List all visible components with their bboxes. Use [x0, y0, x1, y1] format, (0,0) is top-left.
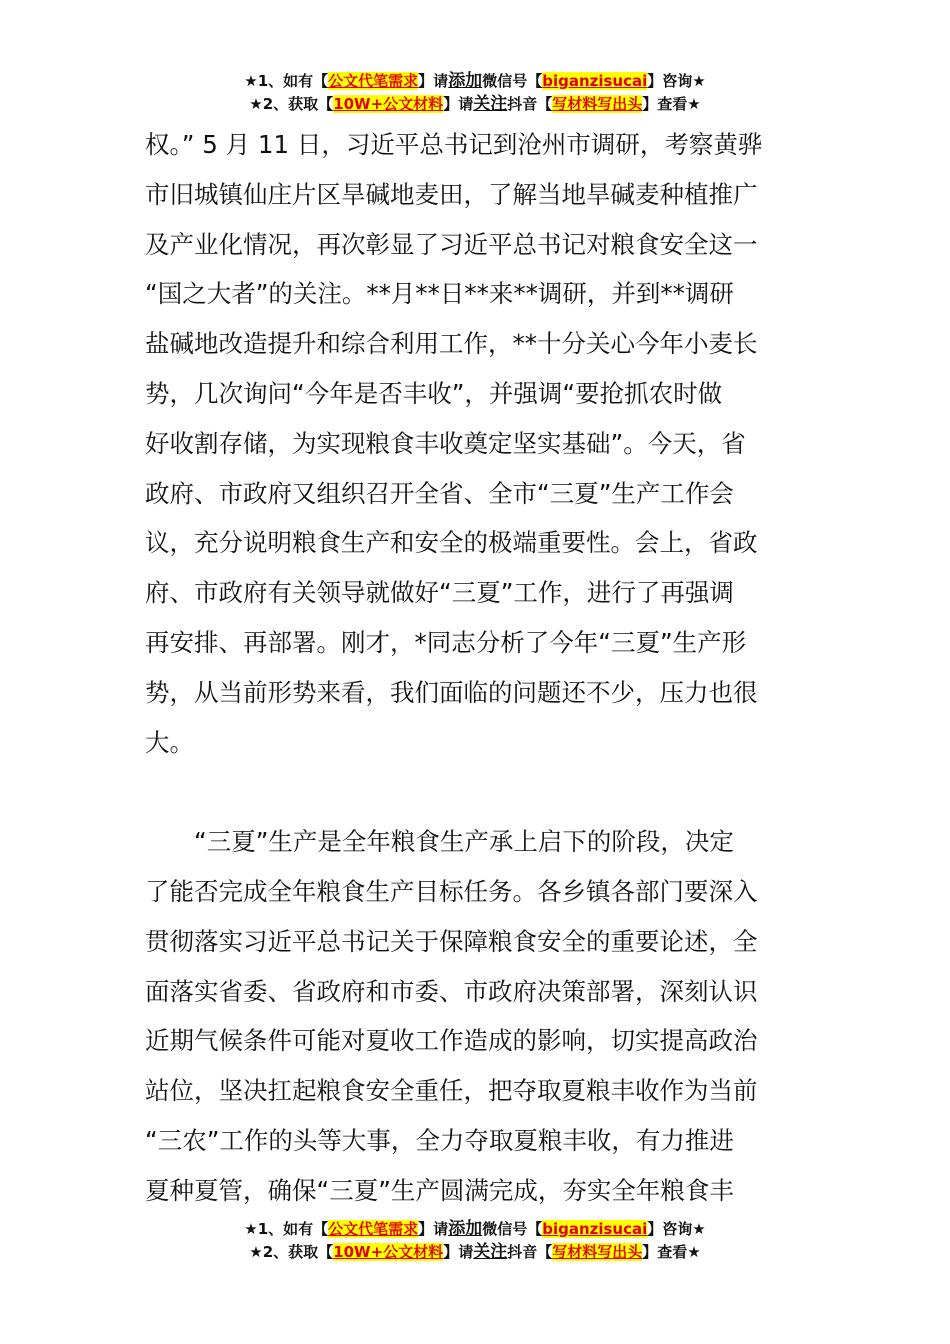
text-line: 近期气候条件可能对夏收工作造成的影响，切实提高政治	[145, 1026, 758, 1056]
banner-underline: 添加	[448, 1219, 483, 1239]
banner-highlight: 10W+公文材料	[333, 1243, 444, 1261]
banner-row-2	[0, 93, 950, 116]
banner-text: 】查看★	[642, 95, 701, 113]
text-line: 政府、市政府又组织召开全省、全市“三夏”生产工作会	[145, 478, 734, 508]
text-line: 夏种夏管，确保“三夏”生产圆满完成，夯实全年粮食丰	[145, 1175, 734, 1205]
banner-text: 】查看★	[642, 1243, 701, 1261]
banner-text: 】咨询★	[647, 72, 706, 90]
text-line: “三农”工作的头等大事，全力夺取夏粮丰收，有力推进	[145, 1125, 734, 1155]
banner-text: 】请	[443, 1243, 474, 1261]
text-line: 盐碱地改造提升和综合利用工作，**十分关心今年小麦长	[145, 329, 758, 359]
text-line: 站位，坚决扛起粮食安全重任，把夺取夏粮丰收作为当前	[145, 1076, 758, 1106]
banner-text: ★2、获取【	[249, 1243, 334, 1261]
banner-text: 抖音【	[507, 1243, 553, 1261]
banner-text: 抖音【	[507, 95, 553, 113]
banner-highlight: biganzisucai	[542, 1220, 648, 1238]
paragraph-gap	[145, 767, 825, 817]
banner-text: ★1、如有【	[244, 1220, 329, 1238]
banner-text: 】请	[443, 95, 474, 113]
text-line: 了能否完成全年粮食生产目标任务。各乡镇各部门要深入	[145, 876, 758, 906]
banner-highlight: 10W+公文材料	[333, 95, 444, 113]
paragraph-2	[145, 817, 825, 1215]
banner-text: 微信号【	[482, 72, 543, 90]
banner-row-1	[0, 1218, 950, 1241]
banner-highlight: 公文代笔需求	[328, 1220, 419, 1238]
banner-text: ★1、如有【	[244, 72, 329, 90]
text-line: 权。” 5 月 11 日，习近平总书记到沧州市调研，考察黄骅	[145, 130, 763, 159]
banner-highlight: 公文代笔需求	[328, 72, 419, 90]
banner-text: 】请	[418, 1220, 449, 1238]
banner-row-2	[0, 1241, 950, 1264]
text-line: 好收割存储，为实现粮食丰收奠定坚实基础”。今天，省	[145, 428, 746, 458]
text-line: 贯彻落实习近平总书记关于保障粮食安全的重要论述，全	[145, 926, 758, 956]
text-line: 大。	[145, 727, 194, 757]
text-line: 及产业化情况，再次彰显了习近平总书记对粮食安全这一	[145, 229, 758, 259]
banner-underline: 添加	[448, 71, 483, 91]
banner-text: 微信号【	[482, 1220, 543, 1238]
text-line: 势，从当前形势来看，我们面临的问题还不少，压力也很	[145, 677, 758, 707]
text-line: 市旧城镇仙庄片区旱碱地麦田，了解当地旱碱麦种植推广	[145, 179, 758, 209]
banner-highlight: 写材料写出头	[552, 1243, 643, 1261]
text-line: 再安排、再部署。刚才，*同志分析了今年“三夏”生产形	[145, 627, 747, 657]
header-banner	[0, 70, 950, 116]
text-line: 议，充分说明粮食生产和安全的极端重要性。会上，省政	[145, 528, 758, 558]
text-line: 府、市政府有关领导就做好“三夏”工作，进行了再强调	[145, 578, 734, 608]
banner-highlight: biganzisucai	[542, 72, 648, 90]
banner-text: 】请	[418, 72, 449, 90]
banner-text: ★2、获取【	[249, 95, 334, 113]
banner-underline: 关注	[473, 94, 508, 114]
text-line: 面落实省委、省政府和市委、市政府决策部署，深刻认识	[145, 976, 758, 1006]
footer-banner	[0, 1218, 950, 1264]
text-line: “三夏”生产是全年粮食生产承上启下的阶段，决定	[145, 827, 734, 857]
banner-underline: 关注	[473, 1242, 508, 1262]
banner-text: 】咨询★	[647, 1220, 706, 1238]
banner-highlight: 写材料写出头	[552, 95, 643, 113]
paragraph-1	[145, 120, 825, 767]
document-body	[145, 120, 825, 1216]
text-line: 势，几次询问“今年是否丰收”，并强调“要抢抓农时做	[145, 378, 723, 408]
banner-row-1	[0, 70, 950, 93]
text-line: “国之大者”的关注。**月**日**来**调研，并到**调研	[145, 279, 734, 309]
